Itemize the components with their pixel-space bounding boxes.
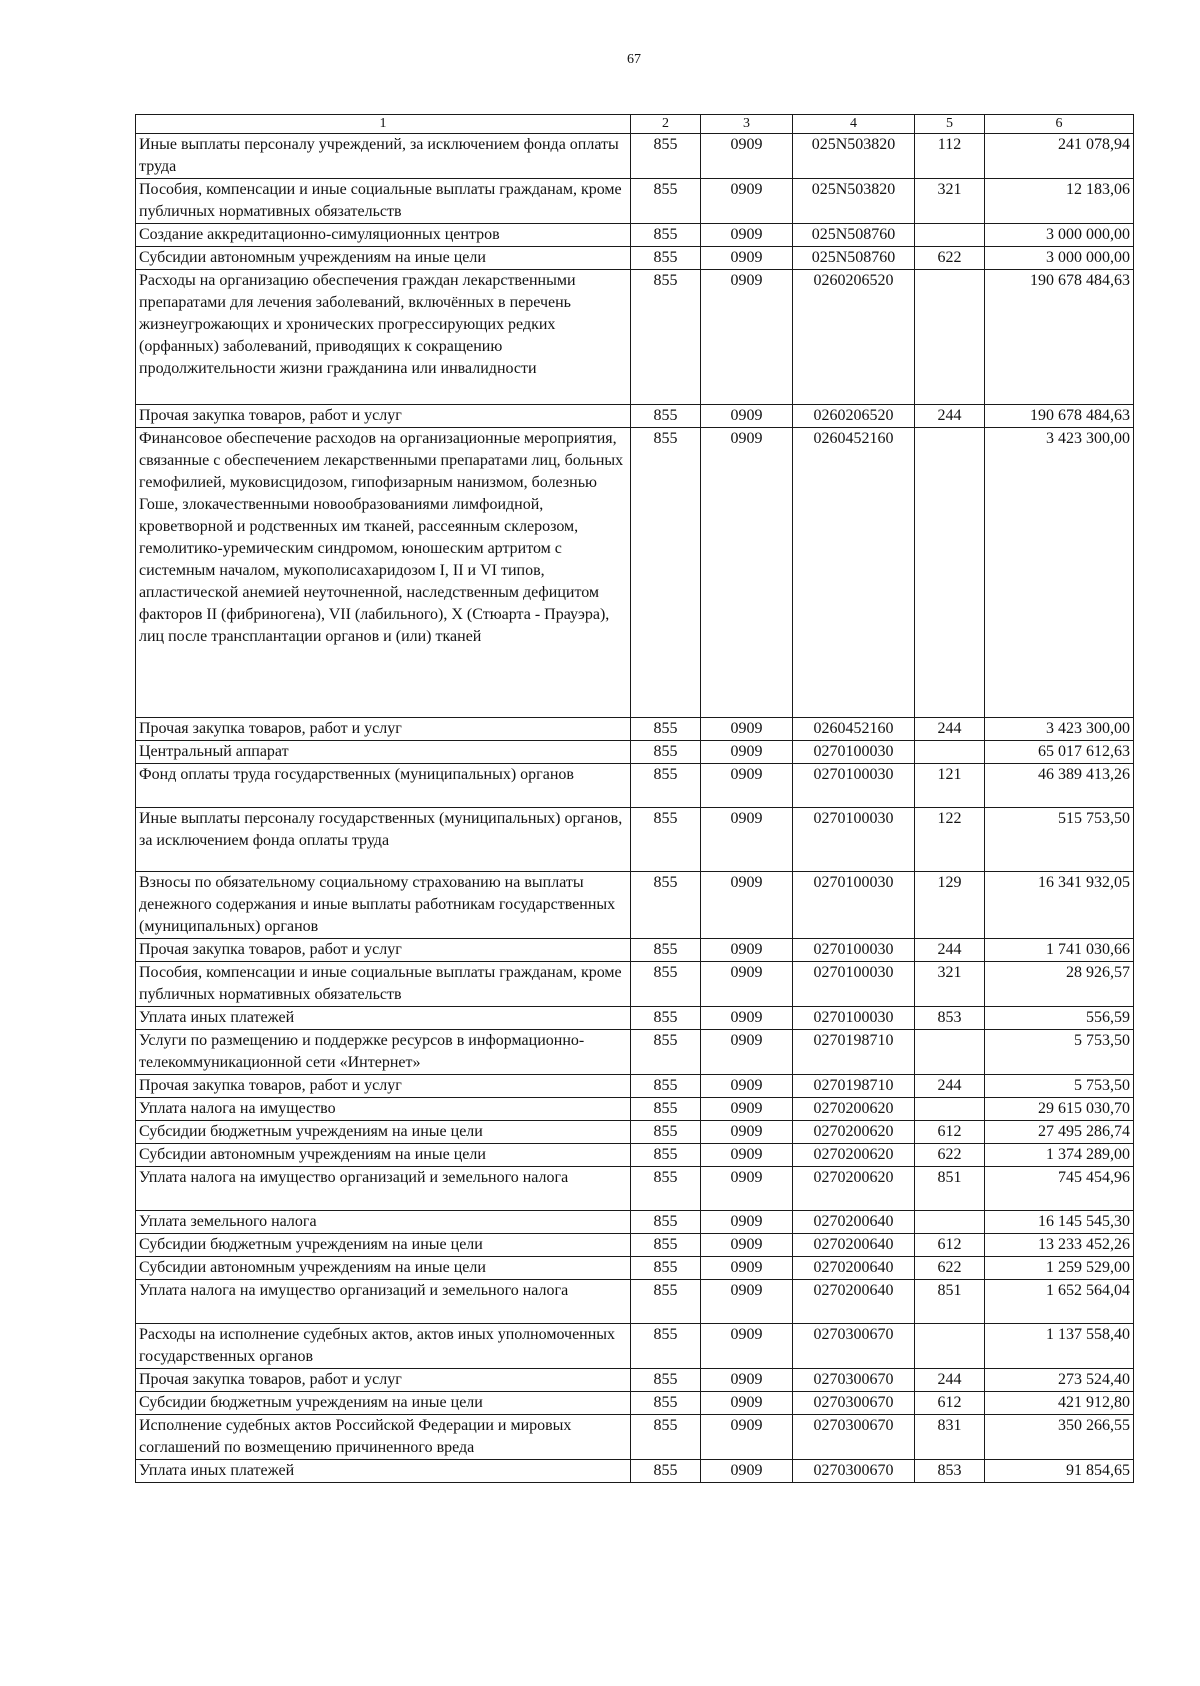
row-name: Уплата налога на имущество [136, 1098, 631, 1121]
row-rz: 0909 [701, 872, 793, 939]
row-vr [915, 741, 985, 764]
row-ved: 855 [631, 1415, 701, 1460]
row-name: Субсидии бюджетным учреждениям на иные цели [136, 1234, 631, 1257]
row-vr: 612 [915, 1234, 985, 1257]
table-row [136, 1257, 1134, 1280]
row-rz: 0909 [701, 1234, 793, 1257]
table-row [136, 405, 1134, 428]
row-ved: 855 [631, 1098, 701, 1121]
row-ved: 855 [631, 405, 701, 428]
row-name: Субсидии автономным учреждениям на иные цели [136, 1144, 631, 1167]
row-sum: 1 374 289,00 [985, 1144, 1134, 1167]
column-header: 3 [701, 115, 793, 134]
row-rz: 0909 [701, 1460, 793, 1483]
row-ved: 855 [631, 224, 701, 247]
row-vr: 612 [915, 1121, 985, 1144]
row-name: Расходы на организацию обеспечения граждан лекарственными препаратами для лечения заболеваний, включённых в перечень жизнеугрожающих и хронических прогрессирующих редких (орфанных) заболеваний, приводящих к сокращению продолжительности жизни гражданина или инвалидности [136, 270, 631, 405]
row-rz: 0909 [701, 764, 793, 808]
row-name: Субсидии бюджетным учреждениям на иные цели [136, 1392, 631, 1415]
row-rz: 0909 [701, 428, 793, 718]
row-ved: 855 [631, 1324, 701, 1369]
row-rz: 0909 [701, 1121, 793, 1144]
row-sum: 28 926,57 [985, 962, 1134, 1007]
row-csr: 0270100030 [793, 764, 915, 808]
row-vr [915, 1098, 985, 1121]
row-vr: 122 [915, 808, 985, 872]
row-rz: 0909 [701, 1369, 793, 1392]
row-csr: 0270200620 [793, 1167, 915, 1211]
row-csr: 0270200620 [793, 1098, 915, 1121]
table-row [136, 1211, 1134, 1234]
row-sum: 1 259 529,00 [985, 1257, 1134, 1280]
row-csr: 0270100030 [793, 939, 915, 962]
row-name: Субсидии автономным учреждениям на иные цели [136, 247, 631, 270]
row-vr: 244 [915, 718, 985, 741]
row-ved: 855 [631, 741, 701, 764]
row-ved: 855 [631, 1280, 701, 1324]
row-vr: 244 [915, 1075, 985, 1098]
table-row [136, 1007, 1134, 1030]
table-row [136, 428, 1134, 718]
row-name: Взносы по обязательному социальному страхованию на выплаты денежного содержания и иные выплаты работникам государственных (муниципальных) органов [136, 872, 631, 939]
row-rz: 0909 [701, 1257, 793, 1280]
table-row [136, 134, 1134, 179]
row-sum: 745 454,96 [985, 1167, 1134, 1211]
row-vr: 321 [915, 179, 985, 224]
row-csr: 0270300670 [793, 1369, 915, 1392]
row-sum: 91 854,65 [985, 1460, 1134, 1483]
row-name: Центральный аппарат [136, 741, 631, 764]
column-header: 2 [631, 115, 701, 134]
row-name: Пособия, компенсации и иные социальные выплаты гражданам, кроме публичных нормативных обязательств [136, 179, 631, 224]
row-ved: 855 [631, 1460, 701, 1483]
table-row [136, 179, 1134, 224]
row-csr: 0270200640 [793, 1257, 915, 1280]
row-rz: 0909 [701, 1007, 793, 1030]
row-vr [915, 270, 985, 405]
row-rz: 0909 [701, 1280, 793, 1324]
row-rz: 0909 [701, 1098, 793, 1121]
row-sum: 273 524,40 [985, 1369, 1134, 1392]
row-sum: 3 423 300,00 [985, 428, 1134, 718]
row-name: Пособия, компенсации и иные социальные выплаты гражданам, кроме публичных нормативных обязательств [136, 962, 631, 1007]
table-row [136, 1234, 1134, 1257]
row-csr: 0270200620 [793, 1121, 915, 1144]
table-row [136, 1167, 1134, 1211]
row-rz: 0909 [701, 1075, 793, 1098]
row-csr: 0270100030 [793, 962, 915, 1007]
row-vr: 129 [915, 872, 985, 939]
row-rz: 0909 [701, 179, 793, 224]
row-ved: 855 [631, 808, 701, 872]
row-vr: 612 [915, 1392, 985, 1415]
row-rz: 0909 [701, 405, 793, 428]
row-rz: 0909 [701, 134, 793, 179]
row-csr: 025N508760 [793, 247, 915, 270]
table-row [136, 939, 1134, 962]
row-name: Исполнение судебных актов Российской Федерации и мировых соглашений по возмещению причиненного вреда [136, 1415, 631, 1460]
row-csr: 0270200620 [793, 1144, 915, 1167]
budget-table [135, 114, 1134, 1483]
row-rz: 0909 [701, 1392, 793, 1415]
column-header: 6 [985, 115, 1134, 134]
row-ved: 855 [631, 1007, 701, 1030]
row-vr: 622 [915, 1144, 985, 1167]
row-csr: 0260452160 [793, 718, 915, 741]
row-sum: 29 615 030,70 [985, 1098, 1134, 1121]
row-name: Прочая закупка товаров, работ и услуг [136, 718, 631, 741]
table-row [136, 1324, 1134, 1369]
row-sum: 16 341 932,05 [985, 872, 1134, 939]
row-sum: 5 753,50 [985, 1075, 1134, 1098]
row-csr: 0270100030 [793, 808, 915, 872]
row-ved: 855 [631, 270, 701, 405]
row-csr: 0260206520 [793, 270, 915, 405]
row-rz: 0909 [701, 939, 793, 962]
row-csr: 0270100030 [793, 872, 915, 939]
row-name: Иные выплаты персоналу государственных (муниципальных) органов, за исключением фонда оплаты труда [136, 808, 631, 872]
table-row [136, 1098, 1134, 1121]
row-name: Прочая закупка товаров, работ и услуг [136, 405, 631, 428]
row-name: Уплата иных платежей [136, 1460, 631, 1483]
table-row [136, 718, 1134, 741]
row-csr: 0270300670 [793, 1392, 915, 1415]
row-name: Уплата налога на имущество организаций и земельного налога [136, 1167, 631, 1211]
row-vr: 244 [915, 1369, 985, 1392]
row-name: Уплата земельного налога [136, 1211, 631, 1234]
row-sum: 12 183,06 [985, 179, 1134, 224]
row-ved: 855 [631, 1075, 701, 1098]
row-rz: 0909 [701, 1324, 793, 1369]
row-csr: 0270100030 [793, 1007, 915, 1030]
row-rz: 0909 [701, 741, 793, 764]
row-ved: 855 [631, 134, 701, 179]
row-rz: 0909 [701, 270, 793, 405]
row-csr: 025N503820 [793, 179, 915, 224]
row-ved: 855 [631, 179, 701, 224]
table-row [136, 224, 1134, 247]
row-vr [915, 1211, 985, 1234]
row-vr [915, 224, 985, 247]
table-row [136, 270, 1134, 405]
row-name: Фонд оплаты труда государственных (муниципальных) органов [136, 764, 631, 808]
row-sum: 1 137 558,40 [985, 1324, 1134, 1369]
row-csr: 0270100030 [793, 741, 915, 764]
row-name: Прочая закупка товаров, работ и услуг [136, 1075, 631, 1098]
table-row [136, 764, 1134, 808]
row-rz: 0909 [701, 247, 793, 270]
row-name: Субсидии бюджетным учреждениям на иные цели [136, 1121, 631, 1144]
row-sum: 515 753,50 [985, 808, 1134, 872]
row-ved: 855 [631, 1369, 701, 1392]
table-row [136, 1369, 1134, 1392]
row-ved: 855 [631, 1392, 701, 1415]
row-sum: 27 495 286,74 [985, 1121, 1134, 1144]
row-ved: 855 [631, 1167, 701, 1211]
row-ved: 855 [631, 1144, 701, 1167]
row-sum: 3 423 300,00 [985, 718, 1134, 741]
row-csr: 025N503820 [793, 134, 915, 179]
row-sum: 190 678 484,63 [985, 405, 1134, 428]
column-header: 4 [793, 115, 915, 134]
row-name: Прочая закупка товаров, работ и услуг [136, 939, 631, 962]
row-sum: 556,59 [985, 1007, 1134, 1030]
header-row [136, 115, 1134, 134]
table-row [136, 872, 1134, 939]
row-vr: 853 [915, 1007, 985, 1030]
table-row [136, 808, 1134, 872]
row-csr: 0260206520 [793, 405, 915, 428]
row-ved: 855 [631, 1121, 701, 1144]
row-ved: 855 [631, 718, 701, 741]
row-sum: 3 000 000,00 [985, 224, 1134, 247]
row-rz: 0909 [701, 1167, 793, 1211]
row-vr: 851 [915, 1280, 985, 1324]
table-row [136, 1280, 1134, 1324]
row-sum: 241 078,94 [985, 134, 1134, 179]
row-vr [915, 1030, 985, 1075]
row-vr: 244 [915, 405, 985, 428]
row-vr: 831 [915, 1415, 985, 1460]
table-row [136, 1460, 1134, 1483]
row-csr: 0270200640 [793, 1211, 915, 1234]
row-ved: 855 [631, 1211, 701, 1234]
row-sum: 350 266,55 [985, 1415, 1134, 1460]
column-header: 1 [136, 115, 631, 134]
row-rz: 0909 [701, 1211, 793, 1234]
row-rz: 0909 [701, 808, 793, 872]
row-ved: 855 [631, 962, 701, 1007]
row-rz: 0909 [701, 1415, 793, 1460]
row-vr: 853 [915, 1460, 985, 1483]
row-sum: 421 912,80 [985, 1392, 1134, 1415]
table-row [136, 1030, 1134, 1075]
row-csr: 0270200640 [793, 1280, 915, 1324]
row-rz: 0909 [701, 1144, 793, 1167]
row-csr: 0270200640 [793, 1234, 915, 1257]
row-name: Уплата налога на имущество организаций и земельного налога [136, 1280, 631, 1324]
row-csr: 025N508760 [793, 224, 915, 247]
row-rz: 0909 [701, 718, 793, 741]
row-name: Финансовое обеспечение расходов на организационные мероприятия, связанные с обеспечением лекарственными препаратами лиц, больных гемофилией, муковисцидозом, гипофизарным нанизмом, болезнью Гоше, злокачественными новообразованиями лимфоидной, кроветворной и родственных им тканей, рассеянным склерозом, гемолитико-уремическим синдромом, юношеским артритом с системным началом, мукополисахаридозом I, II и VI типов, апластической анемией неуточненной, наследственным дефицитом факторов II (фибриногена), VII (лабильного), X (Стюарта - Прауэра), лиц после трансплантации органов и (или) тканей [136, 428, 631, 718]
row-name: Услуги по размещению и поддержке ресурсов в информационно-телекоммуникационной сети «Интернет» [136, 1030, 631, 1075]
row-vr [915, 428, 985, 718]
row-sum: 13 233 452,26 [985, 1234, 1134, 1257]
row-ved: 855 [631, 247, 701, 270]
row-ved: 855 [631, 1030, 701, 1075]
row-name: Создание аккредитационно-симуляционных центров [136, 224, 631, 247]
row-sum: 1 652 564,04 [985, 1280, 1134, 1324]
column-header: 5 [915, 115, 985, 134]
row-rz: 0909 [701, 962, 793, 1007]
table-row [136, 1121, 1134, 1144]
row-sum: 16 145 545,30 [985, 1211, 1134, 1234]
row-vr: 622 [915, 247, 985, 270]
row-csr: 0270198710 [793, 1075, 915, 1098]
row-sum: 46 389 413,26 [985, 764, 1134, 808]
row-name: Иные выплаты персоналу учреждений, за исключением фонда оплаты труда [136, 134, 631, 179]
table-row [136, 1415, 1134, 1460]
row-ved: 855 [631, 872, 701, 939]
table-row [136, 1392, 1134, 1415]
row-ved: 855 [631, 939, 701, 962]
row-sum: 3 000 000,00 [985, 247, 1134, 270]
row-vr: 121 [915, 764, 985, 808]
row-vr [915, 1324, 985, 1369]
row-name: Субсидии автономным учреждениям на иные цели [136, 1257, 631, 1280]
row-csr: 0260452160 [793, 428, 915, 718]
row-vr: 112 [915, 134, 985, 179]
row-ved: 855 [631, 1234, 701, 1257]
row-sum: 190 678 484,63 [985, 270, 1134, 405]
row-vr: 244 [915, 939, 985, 962]
table-row [136, 741, 1134, 764]
table-row [136, 1075, 1134, 1098]
table-row [136, 962, 1134, 1007]
row-csr: 0270300670 [793, 1415, 915, 1460]
row-vr: 851 [915, 1167, 985, 1211]
row-name: Расходы на исполнение судебных актов, актов иных уполномоченных государственных органов [136, 1324, 631, 1369]
table-row [136, 247, 1134, 270]
row-csr: 0270300670 [793, 1324, 915, 1369]
row-ved: 855 [631, 1257, 701, 1280]
row-ved: 855 [631, 764, 701, 808]
row-sum: 5 753,50 [985, 1030, 1134, 1075]
row-rz: 0909 [701, 224, 793, 247]
row-csr: 0270300670 [793, 1460, 915, 1483]
row-sum: 1 741 030,66 [985, 939, 1134, 962]
row-rz: 0909 [701, 1030, 793, 1075]
page-number: 67 [627, 52, 641, 67]
row-sum: 65 017 612,63 [985, 741, 1134, 764]
row-name: Прочая закупка товаров, работ и услуг [136, 1369, 631, 1392]
table-row [136, 1144, 1134, 1167]
row-name: Уплата иных платежей [136, 1007, 631, 1030]
row-vr: 321 [915, 962, 985, 1007]
row-vr: 622 [915, 1257, 985, 1280]
row-csr: 0270198710 [793, 1030, 915, 1075]
row-ved: 855 [631, 428, 701, 718]
